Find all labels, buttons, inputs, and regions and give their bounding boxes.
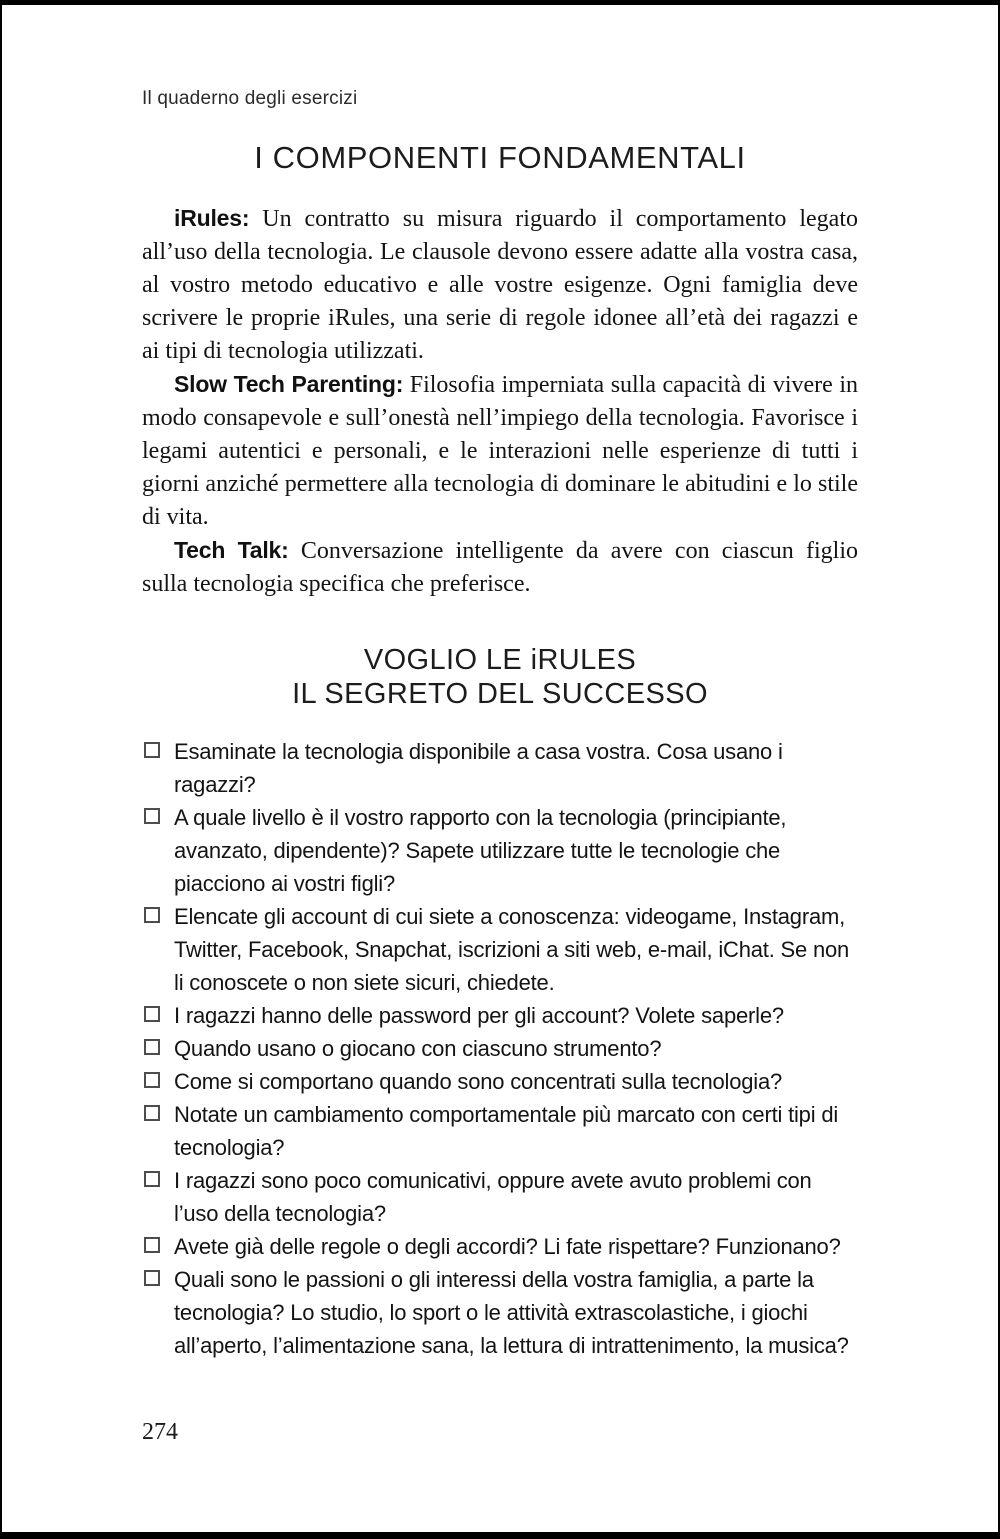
checkbox-icon bbox=[144, 1072, 160, 1088]
paragraph-irules bbox=[142, 202, 858, 368]
checklist-item bbox=[144, 999, 858, 1032]
paragraph-slow-tech-parenting bbox=[142, 368, 858, 534]
checkbox-icon bbox=[144, 1006, 160, 1022]
page-content bbox=[2, 88, 998, 1362]
checklist-item bbox=[144, 1230, 858, 1263]
checklist-item-text: Quali sono le passioni o gli interessi della vostra famiglia, a parte la tecnologia? Lo studio, lo sport o le attività extrascolastiche, i giochi all’aperto, l’alimentazione sana, la lettura di intrattenimento, la musica? bbox=[174, 1267, 849, 1358]
checklist-item bbox=[144, 900, 858, 999]
checklist-item bbox=[144, 1263, 858, 1362]
checkbox-icon bbox=[144, 1171, 160, 1187]
checklist-item-text: Notate un cambiamento comportamentale più marcato con certi tipi di tecnologia? bbox=[174, 1102, 839, 1160]
checkbox-icon bbox=[144, 808, 160, 824]
term-label-tech-talk: Tech Talk: bbox=[174, 537, 289, 563]
checkbox-icon bbox=[144, 907, 160, 923]
checkbox-icon bbox=[144, 1270, 160, 1286]
checklist-item-text: Avete già delle regole o degli accordi? Li fate rispettare? Funzionano? bbox=[174, 1234, 841, 1259]
checklist-item-text: Quando usano o giocano con ciascuno strumento? bbox=[174, 1036, 662, 1061]
checkbox-icon bbox=[144, 1039, 160, 1055]
checkbox-icon bbox=[144, 1237, 160, 1253]
term-text-irules: Un contratto su misura riguardo il comportamento legato all’uso della tecnologia. Le clausole devono essere adatte alla vostra casa, al vostro metodo educativo e alle vostre esigenze. Ogni famiglia deve scrivere le proprie iRules, una serie di regole idonee all’età dei ragazzi e ai tipi di tecnologia utilizzati. bbox=[142, 206, 858, 364]
checklist-item bbox=[144, 1032, 858, 1065]
section-title-line1: VOGLIO LE iRULES bbox=[363, 644, 637, 676]
checklist-item-text: Come si comportano quando sono concentrati sulla tecnologia? bbox=[174, 1069, 783, 1094]
checklist-item bbox=[144, 801, 858, 900]
checklist-item bbox=[144, 1098, 858, 1164]
section-title-line2: IL SEGRETO DEL SUCCESSO bbox=[292, 678, 708, 710]
checklist-item-text: Elencate gli account di cui siete a conoscenza: videogame, Instagram, Twitter, Facebook, Snapchat, iscrizioni a siti web, e-mail, iChat. Se non li conoscete o non siete sicuri, chiedete. bbox=[174, 904, 850, 995]
paragraph-tech-talk bbox=[142, 534, 858, 601]
checklist-item-text: A quale livello è il vostro rapporto con la tecnologia (principiante, avanzato, dipendente)? Sapete utilizzare tutte le tecnologie che piacciono ai vostri figli? bbox=[174, 805, 787, 896]
page-number: 274 bbox=[142, 1419, 178, 1445]
definitions-block bbox=[142, 202, 858, 601]
term-label-irules: iRules: bbox=[174, 205, 250, 231]
section-title bbox=[142, 643, 858, 711]
term-label-slow-tech-parenting: Slow Tech Parenting: bbox=[174, 371, 404, 397]
checklist-item bbox=[144, 1065, 858, 1098]
running-header: Il quaderno degli esercizi bbox=[142, 88, 358, 109]
checkbox-icon bbox=[144, 742, 160, 758]
chapter-title: I COMPONENTI FONDAMENTALI bbox=[254, 140, 746, 175]
checklist-item-text: Esaminate la tecnologia disponibile a casa vostra. Cosa usano i ragazzi? bbox=[174, 739, 783, 797]
checklist bbox=[142, 735, 858, 1362]
checkbox-icon bbox=[144, 1105, 160, 1121]
term-text-slow-tech-parenting: Filosofia imperniata sulla capacità di vivere in modo consapevole e sull’onestà nell’impiego della tecnologia. Favorisce i legami autentici e personali, e le interazioni nelle esperienze di tutti i giorni anziché permettere alla tecnologia di dominare le abitudini e lo stile di vita. bbox=[142, 372, 858, 530]
term-text-tech-talk: Conversazione intelligente da avere con ciascun figlio sulla tecnologia specifica che preferisce. bbox=[142, 538, 859, 597]
checklist-item bbox=[144, 735, 858, 801]
checklist-item bbox=[144, 1164, 858, 1230]
checklist-item-text: I ragazzi sono poco comunicativi, oppure avete avuto problemi con l’uso della tecnologia? bbox=[174, 1168, 812, 1226]
checklist-item-text: I ragazzi hanno delle password per gli account? Volete saperle? bbox=[174, 1003, 784, 1028]
